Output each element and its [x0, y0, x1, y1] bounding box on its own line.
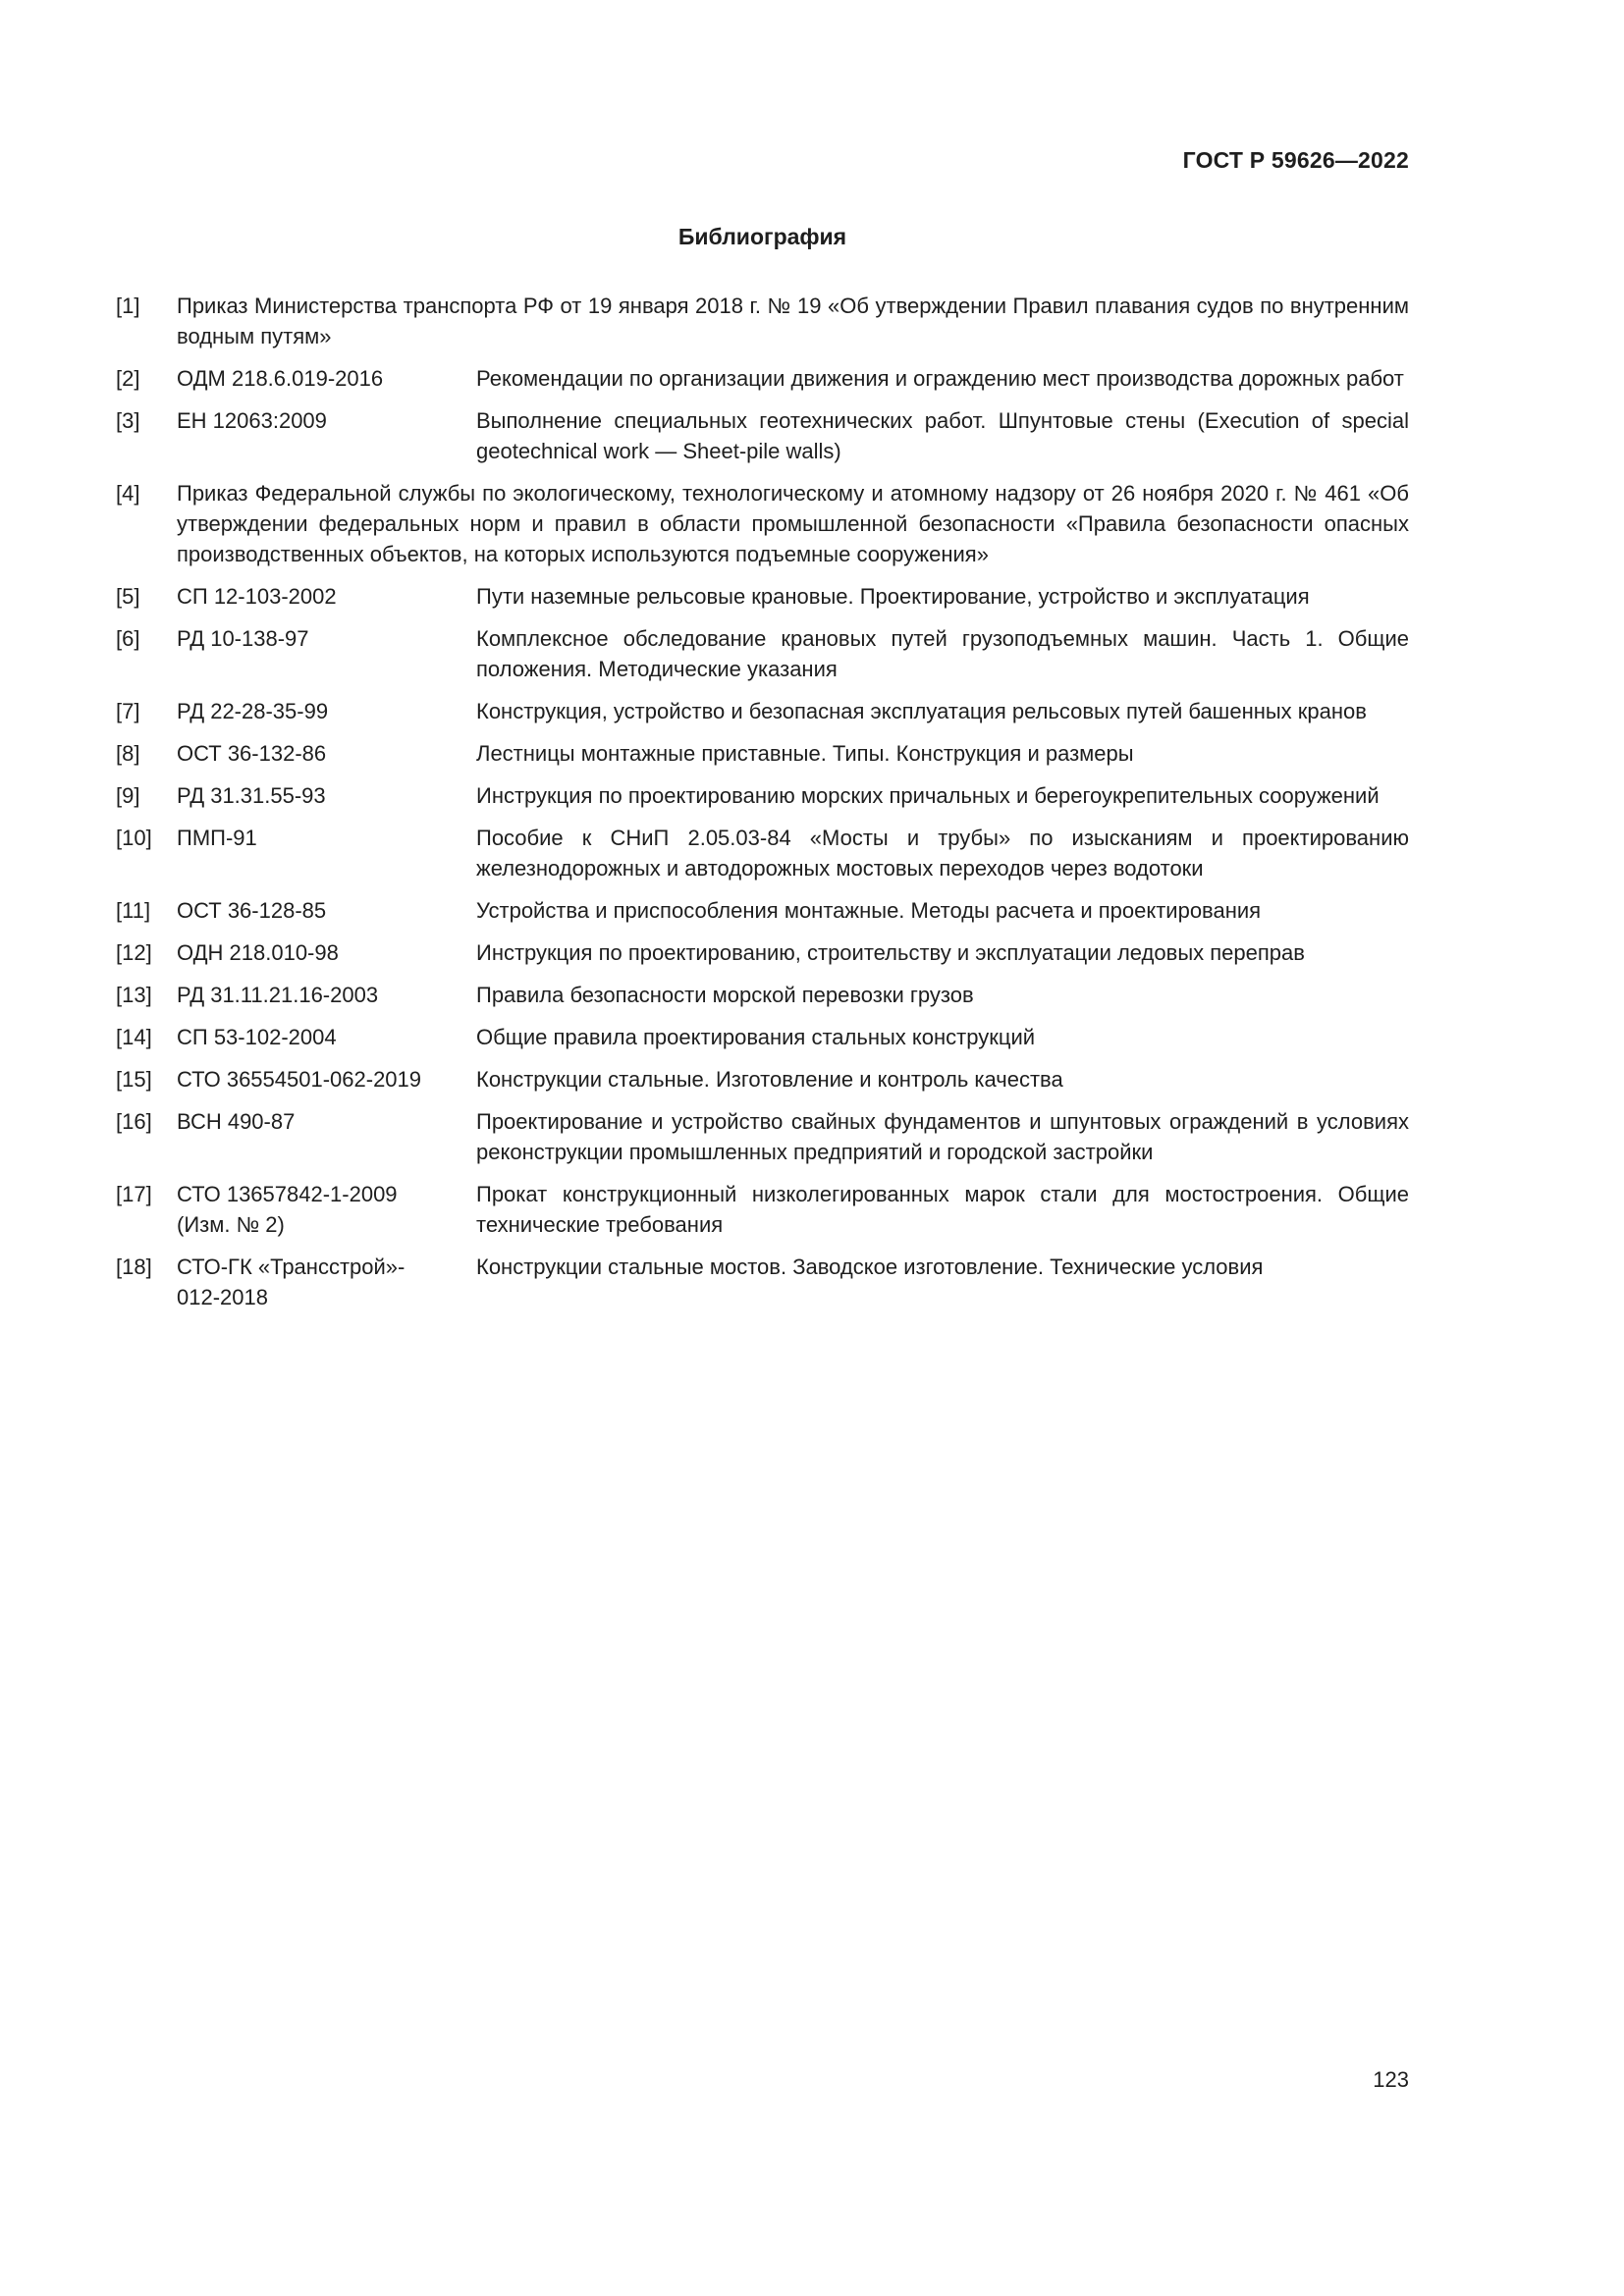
reference-item [116, 696, 1409, 726]
reference-description: Общие правила проектирования стальных конструкций [476, 1025, 1036, 1049]
reference-description: Пособие к СНиП 2.05.03-84 «Мосты и трубы» по изысканиям и проектированию железнодорожных и автодорожных мостовых переходов через водотоки [476, 826, 1409, 881]
reference-description: Приказ Федеральной службы по экологическому, технологическому и атомному надзору от 26 ноября 2020 г. № 461 «Об утверждении федеральных норм и правил в области промышленной безопасности «Правила безопасности опасных производственных объектов, на которых используются подъемные сооружения» [177, 481, 1409, 566]
reference-description: Правила безопасности морской перевозки грузов [476, 983, 974, 1007]
reference-code: РД 31.11.21.16-2003 [177, 983, 379, 1007]
reference-description: Инструкция по проектированию, строительству и эксплуатации ледовых переправ [476, 940, 1305, 965]
reference-description: Конструкции стальные мостов. Заводское изготовление. Технические условия [476, 1255, 1264, 1279]
reference-code: ВСН 490-87 [177, 1109, 296, 1134]
running-header-doc-code: ГОСТ Р 59626—2022 [1182, 147, 1409, 173]
reference-item [116, 780, 1409, 811]
reference-number: [12] [116, 940, 152, 965]
reference-description: Лестницы монтажные приставные. Типы. Конструкция и размеры [476, 741, 1134, 766]
reference-item [116, 581, 1409, 612]
reference-code: СП 12-103-2002 [177, 584, 337, 609]
reference-item [116, 1064, 1409, 1095]
reference-item [116, 1252, 1409, 1312]
reference-number: [7] [116, 699, 140, 723]
reference-description: Рекомендации по организации движения и ограждению мест производства дорожных работ [476, 366, 1404, 391]
reference-description: Конструкция, устройство и безопасная эксплуатация рельсовых путей башенных кранов [476, 699, 1367, 723]
reference-code: СТО 13657842-1-2009 (Изм. № 2) [177, 1182, 398, 1237]
reference-number: [10] [116, 826, 152, 850]
reference-number: [6] [116, 626, 140, 651]
reference-item [116, 823, 1409, 883]
reference-code: ЕН 12063:2009 [177, 408, 327, 433]
reference-item [116, 1106, 1409, 1167]
reference-number: [17] [116, 1182, 152, 1206]
reference-description: Выполнение специальных геотехнических работ. Шпунтовые стены (Execution of special geotechnical work — Sheet-pile walls) [476, 408, 1409, 463]
reference-description: Инструкция по проектированию морских причальных и берегоукрепительных сооружений [476, 783, 1380, 808]
reference-item [116, 623, 1409, 684]
reference-code: СП 53-102-2004 [177, 1025, 337, 1049]
reference-item [116, 738, 1409, 769]
reference-description: Проектирование и устройство свайных фундаментов и шпунтовых ограждений в условиях реконструкции промышленных предприятий и городской застройки [476, 1109, 1409, 1164]
reference-number: [2] [116, 366, 140, 391]
reference-description: Комплексное обследование крановых путей грузоподъемных машин. Часть 1. Общие положения. Методические указания [476, 626, 1409, 681]
reference-description: Конструкции стальные. Изготовление и контроль качества [476, 1067, 1063, 1092]
reference-number: [4] [116, 481, 140, 506]
reference-item [116, 937, 1409, 968]
reference-item [116, 405, 1409, 466]
page-number: 123 [1373, 2067, 1409, 2092]
reference-code: СТО-ГК «Трансстрой»- 012-2018 [177, 1255, 406, 1309]
reference-number: [3] [116, 408, 140, 433]
reference-code: ОСТ 36-132-86 [177, 741, 327, 766]
reference-code: РД 10-138-97 [177, 626, 309, 651]
reference-description: Прокат конструкционный низколегированных марок стали для мостостроения. Общие технические требования [476, 1182, 1409, 1237]
reference-number: [13] [116, 983, 152, 1007]
reference-number: [5] [116, 584, 140, 609]
reference-item [116, 895, 1409, 926]
reference-code: ОДН 218.010-98 [177, 940, 339, 965]
reference-number: [14] [116, 1025, 152, 1049]
reference-code: РД 22-28-35-99 [177, 699, 329, 723]
reference-description: Устройства и приспособления монтажные. Методы расчета и проектирования [476, 898, 1262, 923]
reference-code: РД 31.31.55-93 [177, 783, 326, 808]
reference-code: ОСТ 36-128-85 [177, 898, 327, 923]
reference-description: Пути наземные рельсовые крановые. Проектирование, устройство и эксплуатация [476, 584, 1310, 609]
reference-number: [18] [116, 1255, 152, 1279]
reference-number: [1] [116, 294, 140, 318]
reference-item [116, 980, 1409, 1010]
reference-number: [15] [116, 1067, 152, 1092]
reference-item [116, 478, 1409, 569]
reference-item [116, 1179, 1409, 1240]
reference-item [116, 1022, 1409, 1052]
reference-code: ПМП-91 [177, 826, 257, 850]
reference-item [116, 363, 1409, 394]
reference-code: СТО 36554501-062-2019 [177, 1067, 422, 1092]
reference-description: Приказ Министерства транспорта РФ от 19 января 2018 г. № 19 «Об утверждении Правил плавания судов по внутренним водным путям» [177, 294, 1409, 348]
reference-number: [8] [116, 741, 140, 766]
reference-number: [16] [116, 1109, 152, 1134]
reference-list [116, 291, 1409, 1324]
page-title: Библиография [677, 224, 847, 249]
reference-number: [9] [116, 783, 140, 808]
reference-code: ОДМ 218.6.019-2016 [177, 366, 384, 391]
reference-item [116, 291, 1409, 351]
reference-number: [11] [116, 898, 151, 923]
